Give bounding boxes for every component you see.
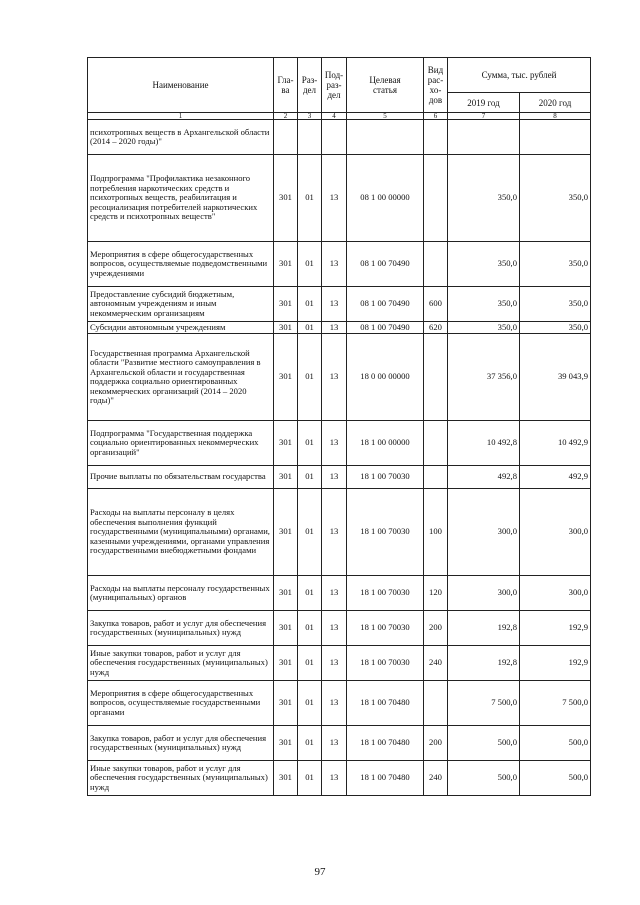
row-sum-2019: 500,0 xyxy=(448,761,520,796)
row-expense-type: 120 xyxy=(424,576,448,611)
column-number: 3 xyxy=(298,113,322,120)
column-number: 6 xyxy=(424,113,448,120)
row-podrazdel: 13 xyxy=(322,421,347,466)
row-target-article: 18 1 00 70030 xyxy=(347,576,424,611)
header-glava: Гла- ва xyxy=(274,58,298,113)
table-row xyxy=(88,726,591,761)
row-sum-2020: 192,9 xyxy=(520,646,591,681)
row-sum-2020: 10 492,9 xyxy=(520,421,591,466)
row-sum-2020: 300,0 xyxy=(520,489,591,576)
row-name: Закупка товаров, работ и услуг для обеспечения государственных (муниципальных) нужд xyxy=(88,726,274,761)
row-razdel: 01 xyxy=(298,726,322,761)
table-row xyxy=(88,761,591,796)
row-target-article: 18 1 00 70480 xyxy=(347,726,424,761)
budget-table xyxy=(87,57,591,796)
column-number: 7 xyxy=(448,113,520,120)
row-sum-2020: 192,9 xyxy=(520,611,591,646)
row-sum-2019: 37 356,0 xyxy=(448,334,520,421)
row-name: Подпрограмма "Государственная поддержка социально ориентированных некоммерческих организаций" xyxy=(88,421,274,466)
row-glava: 301 xyxy=(274,489,298,576)
row-razdel: 01 xyxy=(298,611,322,646)
row-sum-2020: 39 043,9 xyxy=(520,334,591,421)
row-podrazdel: 13 xyxy=(322,155,347,242)
row-podrazdel: 13 xyxy=(322,611,347,646)
row-expense-type: 600 xyxy=(424,287,448,322)
header-razdel: Раз- дел xyxy=(298,58,322,113)
row-sum-2019: 350,0 xyxy=(448,322,520,334)
row-glava: 301 xyxy=(274,334,298,421)
row-name: Государственная программа Архангельской области "Развитие местного самоуправления в Архангельской области и государственная поддержка социально ориентированных некоммерческих организаций (2014 – 2020 годы)" xyxy=(88,334,274,421)
row-podrazdel: 13 xyxy=(322,466,347,489)
row-sum-2020: 7 500,0 xyxy=(520,681,591,726)
row-podrazdel xyxy=(322,120,347,155)
column-number-row xyxy=(88,113,591,120)
row-podrazdel: 13 xyxy=(322,726,347,761)
table-row xyxy=(88,576,591,611)
page-number: 97 xyxy=(314,866,326,878)
row-razdel: 01 xyxy=(298,334,322,421)
row-sum-2019: 192,8 xyxy=(448,611,520,646)
row-razdel xyxy=(298,120,322,155)
row-podrazdel: 13 xyxy=(322,576,347,611)
table-row xyxy=(88,466,591,489)
column-number: 4 xyxy=(322,113,347,120)
header-podrazdel: Под- раз- дел xyxy=(322,58,347,113)
row-sum-2020: 300,0 xyxy=(520,576,591,611)
row-name: Расходы на выплаты персоналу государственных (муниципальных) органов xyxy=(88,576,274,611)
row-sum-2019: 10 492,8 xyxy=(448,421,520,466)
row-razdel: 01 xyxy=(298,681,322,726)
row-expense-type xyxy=(424,681,448,726)
row-name: Предоставление субсидий бюджетным, автономным учреждениям и иным некоммерческим организациям xyxy=(88,287,274,322)
row-sum-2020: 350,0 xyxy=(520,242,591,287)
row-name: Прочие выплаты по обязательствам государства xyxy=(88,466,274,489)
row-expense-type xyxy=(424,334,448,421)
row-glava: 301 xyxy=(274,681,298,726)
table-row xyxy=(88,155,591,242)
header-name: Наименование xyxy=(88,58,274,113)
row-razdel: 01 xyxy=(298,322,322,334)
row-razdel: 01 xyxy=(298,761,322,796)
row-target-article: 18 1 00 70030 xyxy=(347,489,424,576)
row-razdel: 01 xyxy=(298,421,322,466)
row-target-article: 18 1 00 00000 xyxy=(347,421,424,466)
row-sum-2019: 492,8 xyxy=(448,466,520,489)
column-number: 5 xyxy=(347,113,424,120)
row-target-article: 18 1 00 70480 xyxy=(347,681,424,726)
row-razdel: 01 xyxy=(298,155,322,242)
row-expense-type xyxy=(424,466,448,489)
table-row xyxy=(88,334,591,421)
row-sum-2019: 300,0 xyxy=(448,489,520,576)
table-row xyxy=(88,681,591,726)
row-sum-2020: 350,0 xyxy=(520,155,591,242)
row-sum-2019 xyxy=(448,120,520,155)
row-name: Субсидии автономным учреждениям xyxy=(88,322,274,334)
row-target-article: 08 1 00 70490 xyxy=(347,322,424,334)
column-number: 1 xyxy=(88,113,274,120)
row-target-article: 08 1 00 00000 xyxy=(347,155,424,242)
row-target-article: 08 1 00 70490 xyxy=(347,242,424,287)
table-row xyxy=(88,120,591,155)
table-row xyxy=(88,287,591,322)
row-podrazdel: 13 xyxy=(322,287,347,322)
row-expense-type xyxy=(424,120,448,155)
row-expense-type: 200 xyxy=(424,726,448,761)
table-row xyxy=(88,421,591,466)
row-target-article: 18 1 00 70030 xyxy=(347,611,424,646)
row-expense-type: 200 xyxy=(424,611,448,646)
row-name: Мероприятия в сфере общегосударственных вопросов, осуществляемые подведомственными учреждениями xyxy=(88,242,274,287)
column-number: 2 xyxy=(274,113,298,120)
row-target-article: 18 1 00 70030 xyxy=(347,646,424,681)
row-glava: 301 xyxy=(274,322,298,334)
row-podrazdel: 13 xyxy=(322,242,347,287)
row-razdel: 01 xyxy=(298,489,322,576)
row-sum-2020: 350,0 xyxy=(520,287,591,322)
row-sum-2020: 492,9 xyxy=(520,466,591,489)
row-target-article: 08 1 00 70490 xyxy=(347,287,424,322)
row-podrazdel: 13 xyxy=(322,761,347,796)
row-sum-2020: 500,0 xyxy=(520,726,591,761)
row-glava: 301 xyxy=(274,287,298,322)
row-razdel: 01 xyxy=(298,646,322,681)
row-name: Иные закупки товаров, работ и услуг для обеспечения государственных (муниципальных) нужд xyxy=(88,761,274,796)
row-name: Расходы на выплаты персоналу в целях обеспечения выполнения функций государственными (муниципальными) органами, казенными учреждениями, органами управления государственными внебюджетными фондами xyxy=(88,489,274,576)
row-glava xyxy=(274,120,298,155)
row-glava: 301 xyxy=(274,242,298,287)
table-row xyxy=(88,489,591,576)
header-year-2020: 2020 год xyxy=(520,93,591,113)
table-row xyxy=(88,646,591,681)
table-row xyxy=(88,322,591,334)
row-razdel: 01 xyxy=(298,242,322,287)
row-glava: 301 xyxy=(274,466,298,489)
row-sum-2019: 350,0 xyxy=(448,287,520,322)
table-body xyxy=(88,113,591,796)
row-expense-type xyxy=(424,421,448,466)
header-expense-type: Вид рас- хо- дов xyxy=(424,58,448,113)
row-podrazdel: 13 xyxy=(322,681,347,726)
row-sum-2019: 350,0 xyxy=(448,242,520,287)
row-target-article: 18 0 00 00000 xyxy=(347,334,424,421)
row-target-article: 18 1 00 70480 xyxy=(347,761,424,796)
row-glava: 301 xyxy=(274,155,298,242)
row-expense-type xyxy=(424,242,448,287)
row-glava: 301 xyxy=(274,726,298,761)
table-row xyxy=(88,611,591,646)
row-sum-2019: 192,8 xyxy=(448,646,520,681)
table-row xyxy=(88,242,591,287)
row-target-article xyxy=(347,120,424,155)
row-name: Подпрограмма "Профилактика незаконного потребления наркотических средств и психотропных веществ, реабилитация и ресоциализация потребителей наркотических средств и психотропных веществ" xyxy=(88,155,274,242)
row-name: Закупка товаров, работ и услуг для обеспечения государственных (муниципальных) нужд xyxy=(88,611,274,646)
row-glava: 301 xyxy=(274,576,298,611)
row-sum-2020: 350,0 xyxy=(520,322,591,334)
row-name: психотропных веществ в Архангельской области (2014 – 2020 годы)" xyxy=(88,120,274,155)
row-sum-2020 xyxy=(520,120,591,155)
row-sum-2019: 500,0 xyxy=(448,726,520,761)
row-sum-2019: 7 500,0 xyxy=(448,681,520,726)
row-expense-type: 100 xyxy=(424,489,448,576)
row-glava: 301 xyxy=(274,761,298,796)
row-expense-type xyxy=(424,155,448,242)
row-expense-type: 240 xyxy=(424,646,448,681)
row-name: Мероприятия в сфере общегосударственных вопросов, осуществляемые государственными органами xyxy=(88,681,274,726)
row-razdel: 01 xyxy=(298,576,322,611)
column-number: 8 xyxy=(520,113,591,120)
row-glava: 301 xyxy=(274,646,298,681)
row-podrazdel: 13 xyxy=(322,322,347,334)
row-razdel: 01 xyxy=(298,466,322,489)
row-podrazdel: 13 xyxy=(322,489,347,576)
row-name: Иные закупки товаров, работ и услуг для обеспечения государственных (муниципальных) нужд xyxy=(88,646,274,681)
row-sum-2019: 350,0 xyxy=(448,155,520,242)
header-year-2019: 2019 год xyxy=(448,93,520,113)
row-glava: 301 xyxy=(274,611,298,646)
row-expense-type: 620 xyxy=(424,322,448,334)
row-expense-type: 240 xyxy=(424,761,448,796)
row-sum-2020: 500,0 xyxy=(520,761,591,796)
row-sum-2019: 300,0 xyxy=(448,576,520,611)
row-razdel: 01 xyxy=(298,287,322,322)
header-sum: Сумма, тыс. рублей xyxy=(448,58,591,93)
row-target-article: 18 1 00 70030 xyxy=(347,466,424,489)
row-podrazdel: 13 xyxy=(322,646,347,681)
row-glava: 301 xyxy=(274,421,298,466)
header-target-article: Целевая статья xyxy=(347,58,424,113)
row-podrazdel: 13 xyxy=(322,334,347,421)
